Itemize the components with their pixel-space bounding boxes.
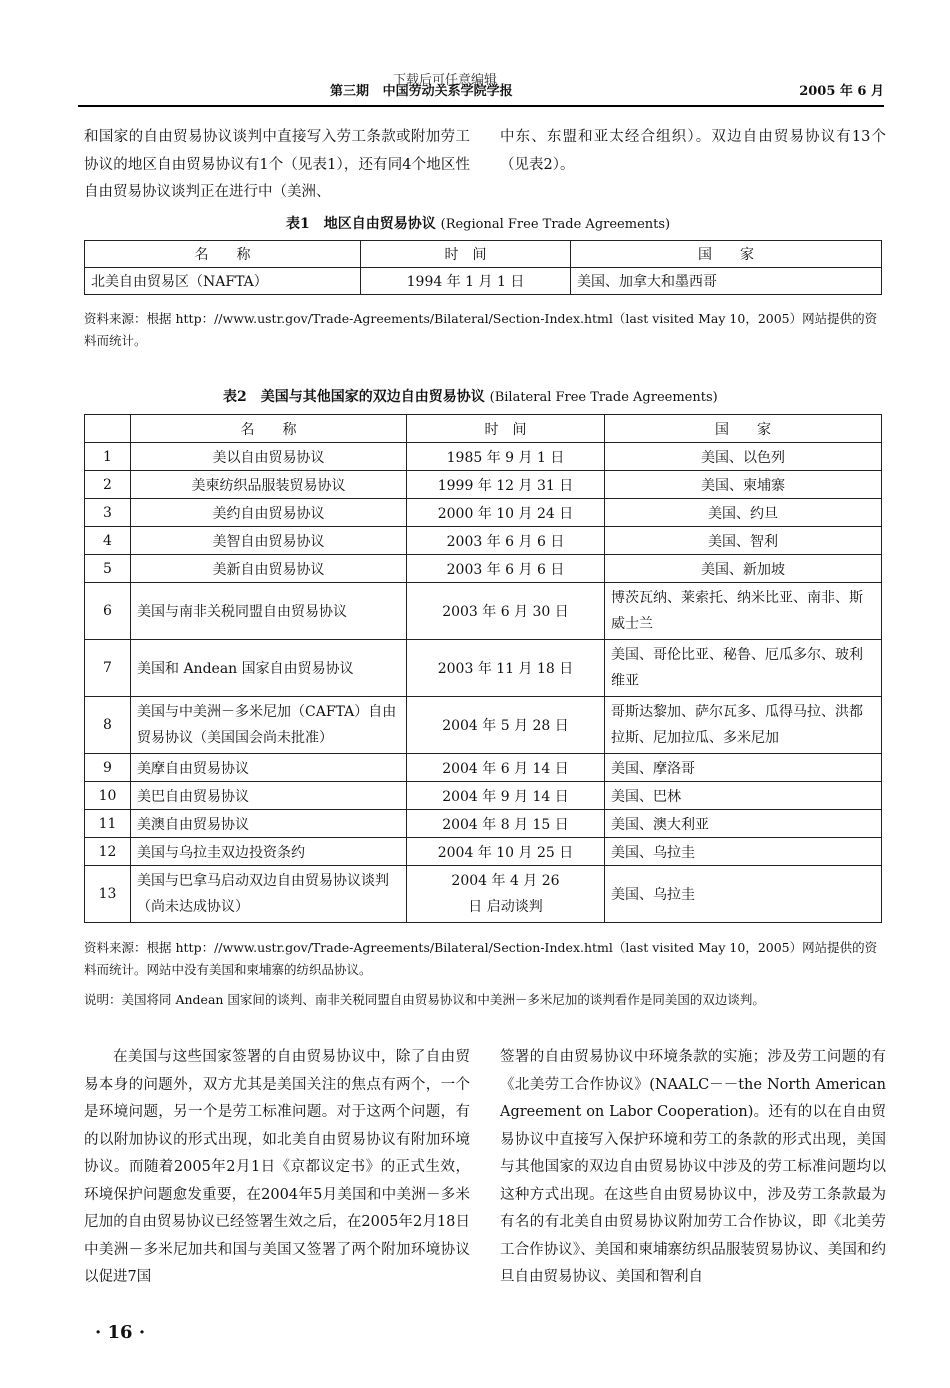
intro-left: 和国家的自由贸易协议谈判中直接写入劳工条款或附加劳工协议的地区自由贸易协议有1个（见表1），还有同4个地区性自由贸易协议谈判正在进行中（美洲、 — [84, 129, 470, 200]
table-row: 5 美新自由贸易协议 2003 年 6 月 6 日 美国、新加坡 — [85, 555, 882, 583]
table2-caption: 表2 美国与其他国家的双边自由贸易协议 (Bilateral Free Trade Agreements) — [223, 389, 718, 405]
table2-header-country: 国 家 — [605, 415, 882, 443]
table2-header-name: 名 称 — [131, 415, 407, 443]
watermark: 下载后可任意编辑 — [393, 73, 498, 88]
table-row: 7 美国和 Andean 国家自由贸易协议 2003 年 11 月 18 日 美国、哥伦比亚、秘鲁、厄瓜多尔、玻利维亚 — [85, 640, 882, 697]
table-row: 3 美约自由贸易协议 2000 年 10 月 24 日 美国、约旦 — [85, 499, 882, 527]
table-row: 12 美国与乌拉圭双边投资条约 2004 年 10 月 25 日 美国、乌拉圭 — [85, 838, 882, 866]
table-row: 4 美智自由贸易协议 2003 年 6 月 6 日 美国、智利 — [85, 527, 882, 555]
table-row: 9 美摩自由贸易协议 2004 年 6 月 14 日 美国、摩洛哥 — [85, 754, 882, 782]
table-row: 1 美以自由贸易协议 1985 年 9 月 1 日 美国、以色列 — [85, 443, 882, 471]
intro-right: 中东、东盟和亚太经合组织）。双边自由贸易协议有13个（见表2）。 — [500, 129, 886, 173]
journal-title: 中国劳动关系学院学报 — [382, 84, 513, 99]
table-row: 10 美巴自由贸易协议 2004 年 9 月 14 日 美国、巴林 — [85, 782, 882, 810]
table1-source: 资料来源：根据 http：//www.ustr.gov/Trade-Agreements/Bilateral/Section-Index.html（last visited May 10，2005）网站提供的资料而统计。 — [84, 311, 878, 348]
table-row: 8 美国与中美洲－多米尼加（CAFTA）自由贸易协议（美国国会尚未批准） 2004 年 5 月 28 日 哥斯达黎加、萨尔瓦多、瓜得马拉、洪都拉斯、尼加拉瓜、多米尼加 — [85, 697, 882, 754]
issue-date: 2005 年 6 月 — [799, 84, 884, 99]
regional-fta-table — [84, 240, 882, 295]
table1-header-name: 名 称 — [85, 241, 361, 268]
page-header — [78, 80, 884, 100]
journal-issue: 第三期 中国劳动关系学院学报 — [330, 84, 513, 99]
table2-header-index — [85, 415, 131, 443]
table2-note: 说明：美国将同 Andean 国家间的谈判、南非关税同盟自由贸易协议和中美洲－多米尼加的谈判看作是同美国的双边谈判。 — [84, 992, 765, 1007]
table2-header-date: 时 间 — [407, 415, 605, 443]
table-row: 13 美国与巴拿马启动双边自由贸易协议谈判（尚未达成协议） 2004 年 4 月 26 日 启动谈判 美国、乌拉圭 — [85, 866, 882, 923]
table-row: 11 美澳自由贸易协议 2004 年 8 月 15 日 美国、澳大利亚 — [85, 810, 882, 838]
table-row: 2 美柬纺织品服装贸易协议 1999 年 12 月 31 日 美国、柬埔寨 — [85, 471, 882, 499]
page-number: · 16 · — [95, 1322, 146, 1343]
bilateral-fta-table — [84, 414, 882, 923]
table-row: 6 美国与南非关税同盟自由贸易协议 2003 年 6 月 30 日 博茨瓦纳、莱索托、纳米比亚、南非、斯威士兰 — [85, 583, 882, 640]
body-right-column: 签署的自由贸易协议中环境条款的实施；涉及劳工问题的有《北美劳工合作协议》(NAALC－－the North American Agreement on Labor Cooperation)。还有的以在自由贸易协议中直接写入保护环境和劳工的条款的形式出现，美国与其他国家的双边自由贸易协议中涉及的劳工标准问题均以这种方式出现。在这些自由贸易协议中，涉及劳工条款最为有名的有北美自由贸易协议附加劳工合作协议，即《北美劳工合作协议》、美国和柬埔寨纺织品服装贸易协议、美国和约旦自由贸易协议、美国和智利自 — [500, 1049, 886, 1285]
table1-header-date: 时 间 — [361, 241, 571, 268]
header-rule — [78, 105, 884, 107]
table1-header-country: 国 家 — [571, 241, 882, 268]
body-left-column: 在美国与这些国家签署的自由贸易协议中，除了自由贸易本身的问题外，双方尤其是美国关注的焦点有两个，一个是环境问题，另一个是劳工标准问题。对于这两个问题，有的以附加协议的形式出现，如北美自由贸易协议有附加环境协议。而随着2005年2月1日《京都议定书》的正式生效，环境保护问题愈发重要，在2004年5月美国和中美洲－多米尼加的自由贸易协议已经签署生效之后，在2005年2月18日中美洲－多米尼加共和国与美国又签署了两个附加环境协议以促进7国 — [84, 1049, 470, 1285]
table2-source: 资料来源：根据 http：//www.ustr.gov/Trade-Agreements/Bilateral/Section-Index.html（last visited May 10，2005）网站提供的资料而统计。网站中没有美国和柬埔寨的纺织品协议。 — [84, 940, 878, 977]
table-row: 北美自由贸易区（NAFTA） 1994 年 1 月 1 日 美国、加拿大和墨西哥 — [85, 268, 882, 295]
table1-caption: 表1 地区自由贸易协议 (Regional Free Trade Agreements) — [286, 216, 671, 232]
